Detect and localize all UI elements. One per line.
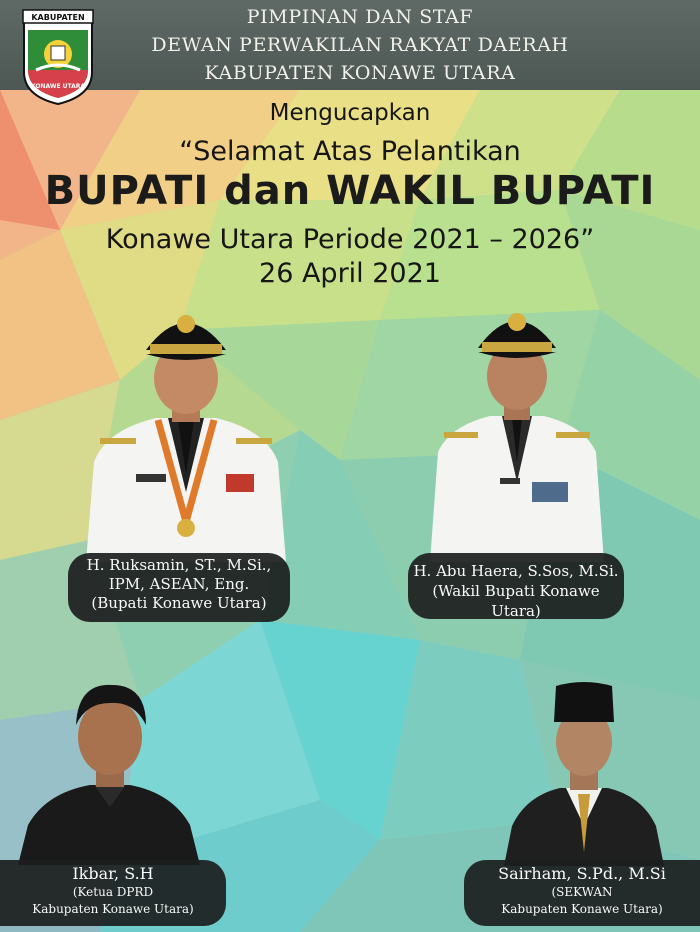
wakil-bupati-role: (Wakil Bupati Konawe Utara) [432,582,600,620]
ketua-dprd-caption [0,860,226,926]
sekwan-org: Kabupaten Konawe Utara) [501,902,663,916]
header-line-1: PIMPINAN DAN STAF [246,6,474,28]
ketua-dprd-org: Kabupaten Konawe Utara) [32,902,194,916]
header-line-2: DEWAN PERWAKILAN RAKYAT DAERAH [151,34,569,56]
header-line-3: KABUPATEN KONAWE UTARA [204,62,516,84]
ketua-dprd-role: (Ketua DPRD [72,885,154,899]
greeting-line-3: Konawe Utara Periode 2021 – 2026” [105,224,595,255]
logo-top-text: KABUPATEN [31,13,85,22]
wakil-bupati-photo [424,302,610,562]
bupati-photo [76,302,296,562]
sekwan-caption [464,860,700,926]
greeting-line-1: “Selamat Atas Pelantikan [179,136,521,167]
kabupaten-logo [20,8,96,106]
sekwan-role: (SEKWAN [551,885,613,899]
bupati-name-line-2: IPM, ASEAN, Eng. [108,575,250,593]
wakil-bupati-caption [408,553,624,619]
wakil-bupati-name: H. Abu Haera, S.Sos, M.Si. [413,562,619,580]
greeting-headline: BUPATI dan WAKIL BUPATI [44,168,656,214]
sekwan-name: Sairham, S.Pd., M.Si [498,864,666,883]
ketua-dprd-name: Ikbar, S.H [72,864,154,883]
greeting-intro: Mengucapkan [269,100,431,126]
bupati-name: H. Ruksamin, ST., M.Si., [86,556,272,574]
sekwan-photo [500,676,668,866]
ketua-dprd-photo [14,675,204,865]
greeting-date: 26 April 2021 [259,258,441,289]
bupati-role: (Bupati Konawe Utara) [91,594,267,612]
bupati-caption [68,553,290,622]
logo-bottom-text: KONAWE UTARA [30,83,86,90]
